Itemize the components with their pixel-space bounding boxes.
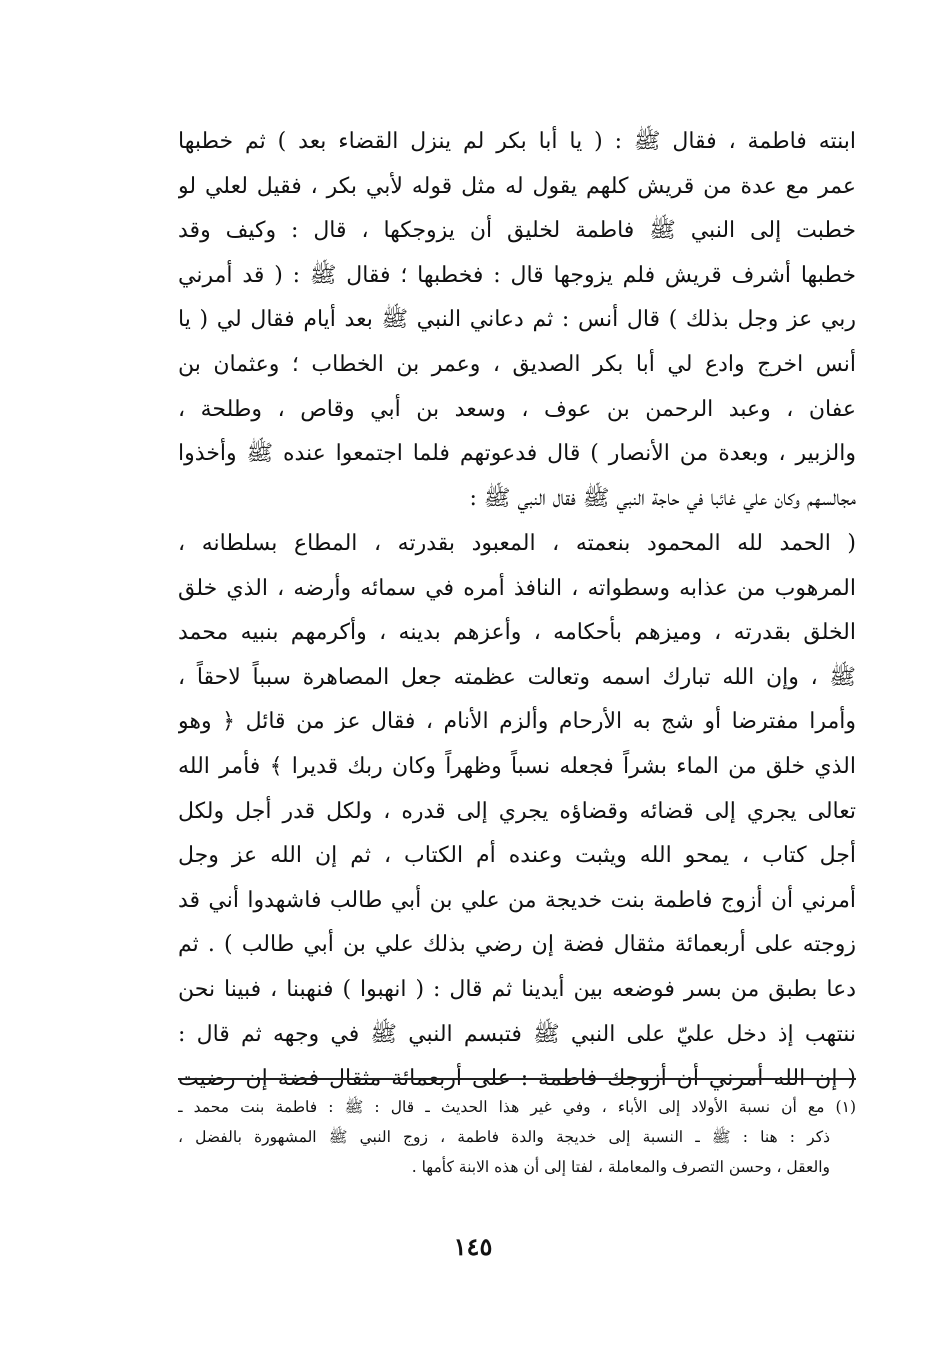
footnote-line: والعقل ، وحسن التصرف والمعاملة ، لفتا إلى أن هذه الابنة كأمها .: [411, 1158, 830, 1176]
text-line: ( الحمد لله المحمود بنعمته ، المعبود بقدرته ، المطاع بسلطانه ،: [178, 531, 856, 556]
page-number: ١٤٥: [453, 1232, 493, 1261]
paragraph-1: [178, 120, 856, 521]
text-line: الذي خلق من الماء بشراً فجعله نسباً وظهراً وكان ربك قديرا ﴾ فأمر الله: [178, 753, 856, 779]
text-line: زوجته على أربعمائة مثقال فضة إن رضي بذلك علي بن أبي طالب ) . ثم: [178, 932, 856, 958]
text-line: خطبها أشرف قريش فلم يزوجها قال : فخطبها ؛ فقال ﷺ : ( قد أمرني: [178, 262, 856, 288]
text-line: ( إن الله أمرني أن أزوجك فاطمة : على أربعمائة مثقال فضة إن رضيت: [178, 1066, 856, 1092]
text-line: ربي عز وجل بذلك ) قال أنس : ثم دعاني النبي ﷺ بعد أيام فقال لي ( يا: [178, 307, 856, 333]
text-line: وأمرا مفترضا أو شج به الأرحام وألزم الأنام ، فقال عز من قائل ﴿ وهو: [178, 709, 856, 735]
text-line: عمر مع عدة من قريش كلهم يقول له مثل قوله لأبي بكر ، فقيل لعلي لو: [178, 173, 856, 199]
text-line: المرهوب من عذابه وسطواته ، النافذ أمره في سمائه وأرضه ، الذي خلق: [178, 575, 856, 601]
footnote-line: ذكر : هنا : ﷺ ـ النسبة إلى خديجة والدة فاطمة ، زوج النبي ﷺ المشهورة بالفضل ،: [178, 1128, 830, 1146]
text-line: أنس اخرج وادع لي أبا بكر الصديق ، وعمر بن الخطاب ؛ وعثمان بن: [178, 351, 856, 377]
paragraph-2: [178, 522, 856, 1102]
footnote-divider: [178, 1078, 856, 1080]
text-line: عفان ، وعبد الرحمن بن عوف ، وسعد بن أبي وقاص ، وطلحة ،: [178, 396, 856, 422]
text-line: أجل كتاب ، يمحو الله ويثبت وعنده أم الكتاب ، ثم إن الله عز وجل: [178, 843, 856, 869]
text-line: تعالى يجري إلى قضائه وقضاؤه يجري إلى قدره ، ولكل قدر أجل ولكل: [178, 798, 856, 824]
text-line: الخلق بقدرته ، وميزهم بأحكامه ، وأعزهم بدينه ، وأكرمهم بنبيه محمد: [178, 620, 856, 646]
text-line: مجالسهم وكان علي غائبا في حاجة النبي ﷺ فقال النبي ﷺ :: [469, 485, 856, 511]
text-line: ننتهب إذ دخل عليّ على النبي ﷺ فتبسم النبي ﷺ في وجهه ثم قال :: [178, 1021, 856, 1047]
text-line: خطبت إلى النبي ﷺ فاطمة لخليق أن يزوجكها ، قال : وكيف وقد: [178, 218, 856, 244]
text-line: ابنته فاطمة ، فقال ﷺ : ( يا أبا بكر لم ينزل القضاء بعد ) ثم خطبها: [178, 129, 856, 154]
text-line: ﷺ ، وإن الله تبارك اسمه وتعالت عظمته جعل المصاهرة سبباً لاحقاً ،: [178, 664, 856, 690]
footnote-line: (١) مع أن نسبة الأولاد إلى الأباء ، وفي غير هذا الحديث ـ قال : ﷺ : فاطمة بنت محمد ـ: [178, 1098, 856, 1116]
text-line: أمرني أن أزوج فاطمة بنت خديجة من علي بن أبي طالب فاشهدوا أني قد: [178, 887, 856, 913]
text-line: دعا بطبق من بسر فوضعه بين أيدينا ثم قال : ( انهبوا ) فنهبنا ، فبينا نحن: [178, 976, 856, 1002]
footnotes: [178, 1092, 856, 1182]
text-line: والزبير ، وبعدة من الأنصار ) قال فدعوتهم فلما اجتمعوا عنده ﷺ وأخذوا: [178, 441, 856, 467]
